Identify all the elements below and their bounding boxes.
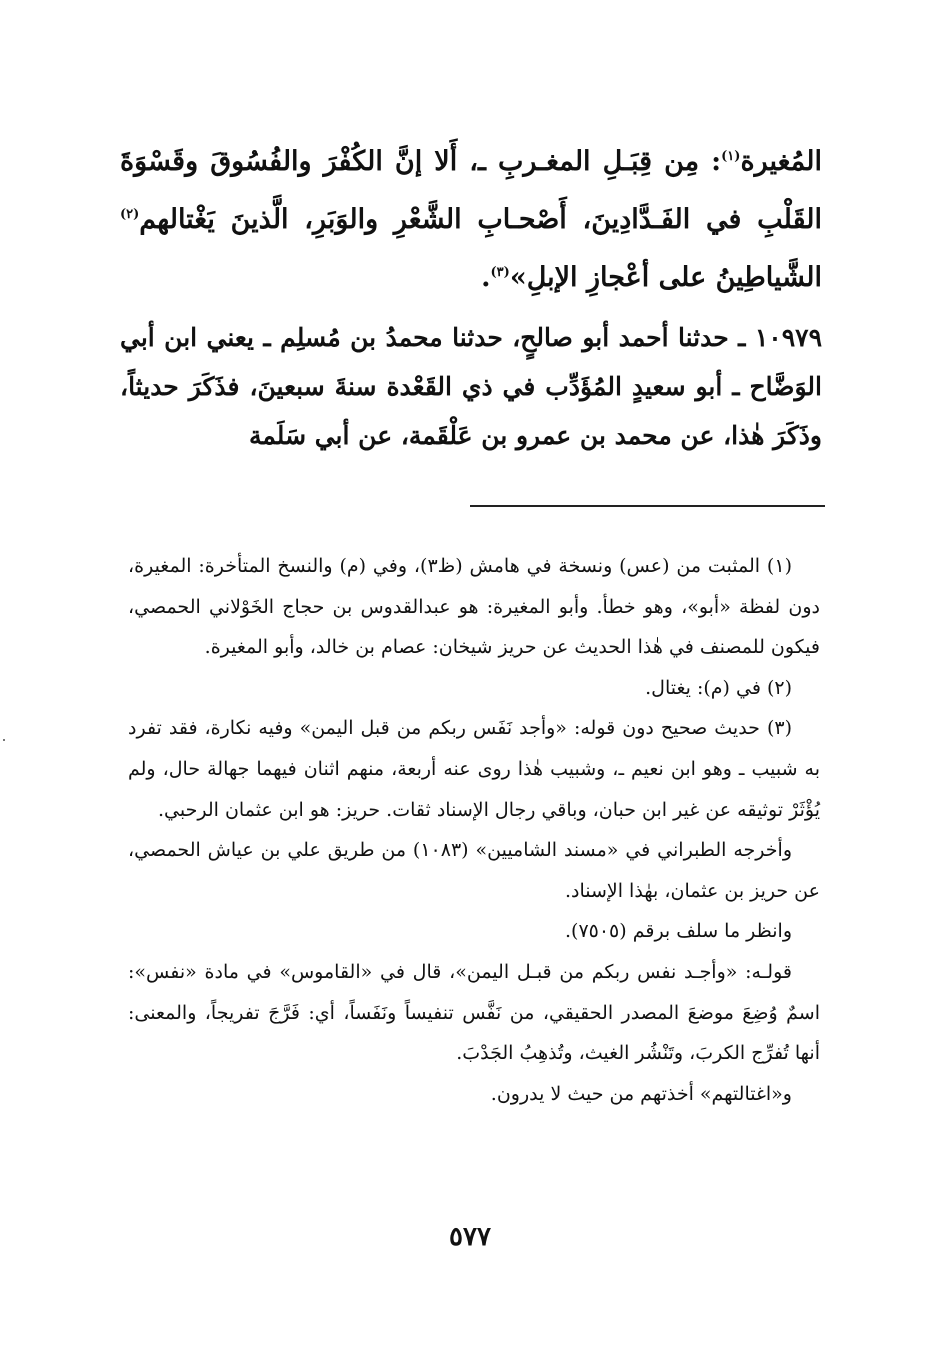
footnote-3-see-also: وانظر ما سلف برقم (٧٥٠٥). bbox=[564, 920, 792, 943]
isnad-paragraph: ١٠٩٧٩ ـ حدثنا أحمد أبو صالحٍ، حدثنا محمدُ بن مُسلِم ـ يعني ابن أبي الوَضَّاح ـ أبو سعيدٍ المُؤَدِّب في ذي القَعْدة سنةَ سبعينَ، فذَكَرَ حديثاً، وذَكَرَ هٰذا، عن محمد بن عمرو بن عَلْقَمة، عن أبي سَلَمة bbox=[120, 323, 822, 450]
footnote-divider bbox=[470, 505, 825, 507]
hadith-text-part: . bbox=[481, 262, 491, 293]
footnote-3: (٣) حديث صحيح دون قوله: «وأجد نَفَس ربكم من قبل اليمن» وفيه نكارة، فقد تفرد به شبيب ـ وهو ابن نعيم ـ، وشبيب هٰذا روى عنه أربعة، منهم اثنان فيهما جهالة حال، ولم يُؤْثَرْ توثيقه عن غير ابن حبان، وباقي رجال الإسناد ثقات. حريز: هو ابن عثمان الرحبي. bbox=[128, 717, 820, 821]
footnote-ref-2: (٢) bbox=[120, 207, 140, 222]
footnote-2: (٢) في (م): يغتال. bbox=[645, 676, 792, 699]
footnote-3-gloss-2: و«اغتالتهم» أخذتهم من حيث لا يدرون. bbox=[490, 1082, 792, 1105]
hadith-text-part: : مِن قِبَـلِ المغـربِ ـ، أَلا إنَّ الكُفْرَ والفُسُوقَ وقَسْوَةَ القَلْبِ في الفَـدَّادِينَ، أَصْحـابِ الشَّعْرِ والوَبَرِ، الَّذينَ يَغْتالهم bbox=[120, 146, 822, 235]
footnote-3-takhrij: وأخرجه الطبراني في «مسند الشاميين» (١٠٨٣) من طريق علي بن عياش الحمصي، عن حريز بن عثمان، بهٰذا الإسناد. bbox=[128, 839, 820, 902]
scan-speck bbox=[3, 739, 5, 741]
hadith-text-paragraph bbox=[120, 133, 822, 307]
footnote-3-gloss: قولـه: «وأجـد نفس ربكم من قبـل اليمن»، قال في «القاموس» في مادة «نفس»: اسمٌ وُضِعَ موضعَ المصدر الحقيقي، من نَفَّس تنفيساً ونَفَساً، أي: فَرَّجَ تفريجاً، والمعنى: أنها تُفرِّج الكربَ، وتَنْشُر الغيث، وتُذهِبُ الجَدْبَ. bbox=[128, 960, 820, 1065]
footnote-ref-3: (٣) bbox=[490, 265, 510, 280]
hadith-text-part: المُغيرة bbox=[740, 146, 822, 177]
footnote-ref-1: (١) bbox=[721, 149, 741, 164]
footnotes-section bbox=[128, 546, 820, 1114]
hadith-text-part: الشَّياطِينُ على أعْجازِ الإبلِ» bbox=[509, 262, 822, 293]
footnote-1: (١) المثبت من (عس) ونسخة في هامش (ظ٣)، وفي (م) والنسخ المتأخرة: المغيرة، دون لفظة «أبو»، وهو خطأ. وأبو المغيرة: هو عبدالقدوس بن حجاج الخَوْلاني الحمصي، فيكون للمصنف في هٰذا الحديث عن حريز شيخان: عصام بن خالد، وأبو المغيرة. bbox=[128, 555, 820, 659]
page-number: ٥٧٧ bbox=[449, 1222, 491, 1252]
